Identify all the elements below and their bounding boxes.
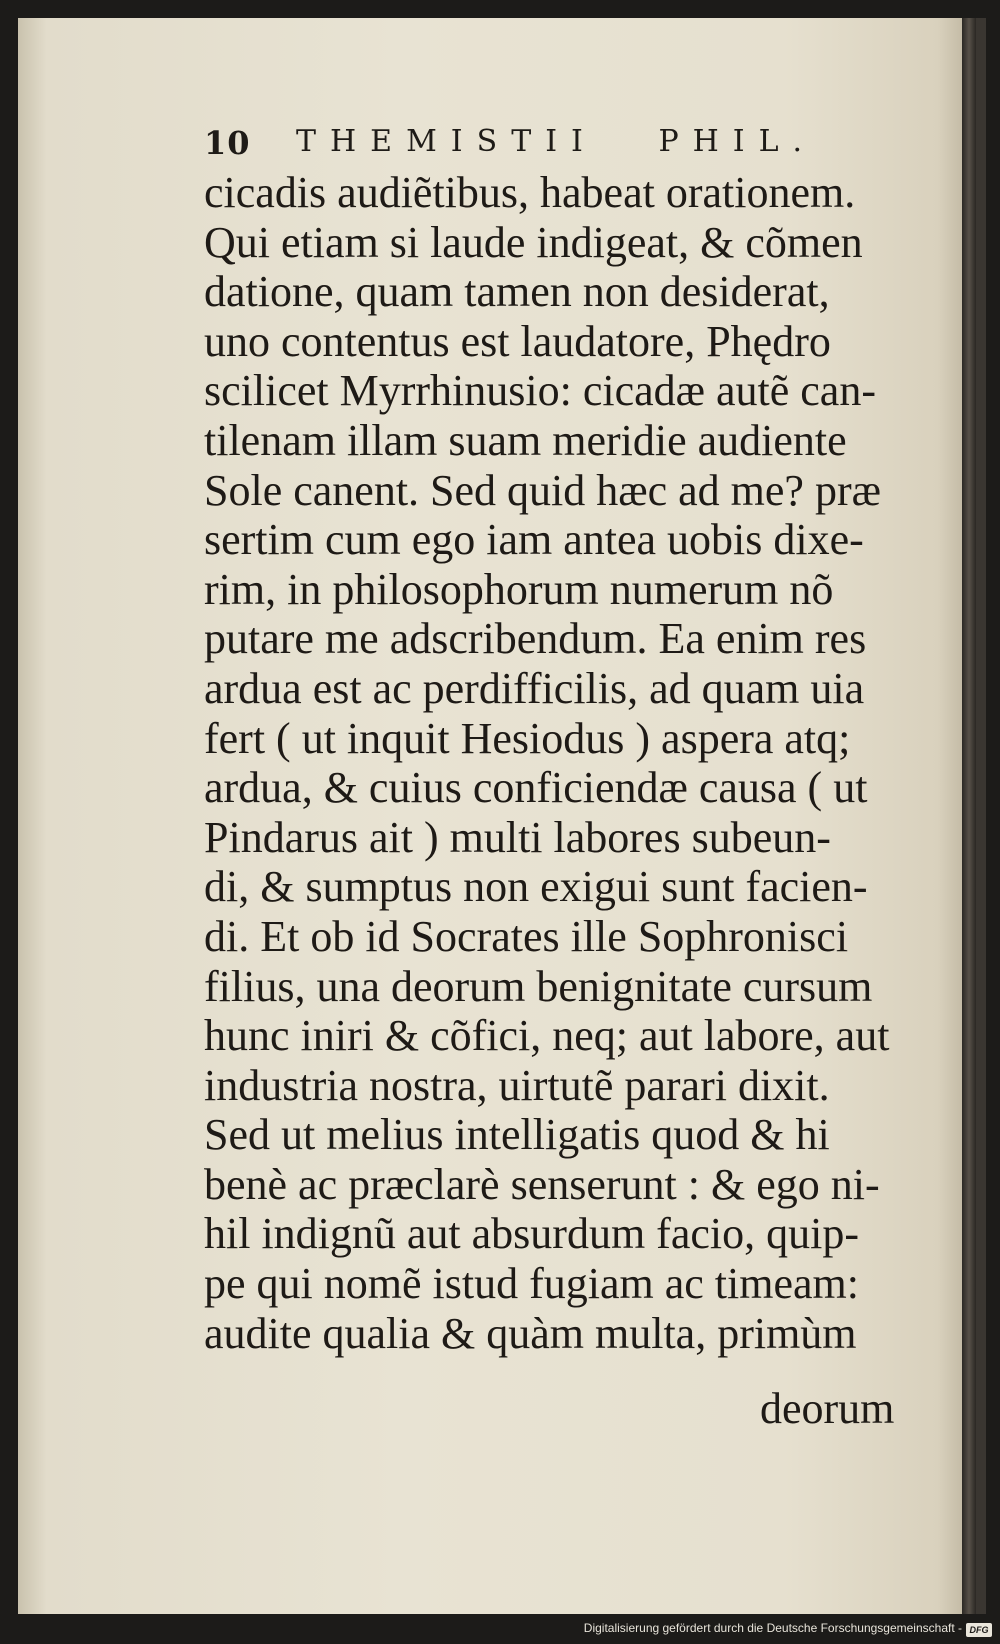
text-line: audite qualia & quàm multa, primùm	[204, 1308, 857, 1358]
page-header	[204, 124, 824, 168]
footer-bar	[0, 1614, 1000, 1644]
text-line: industria nostra, uirtutẽ parari dixit.	[204, 1060, 830, 1110]
text-line: filius, una deorum benignitate cursum	[204, 961, 873, 1011]
text-line: cicadis audiẽtibus, habeat orationem.	[204, 168, 856, 217]
text-line: di, & sumptus non exigui sunt facien-	[204, 862, 868, 912]
text-line: rim, in philosophorum numerum nõ	[204, 564, 834, 614]
body-text	[204, 168, 924, 1358]
text-line: pe qui nomẽ istud fugiam ac timeam:	[204, 1259, 859, 1309]
text-line: uno contentus est laudatore, Phędro	[204, 316, 831, 366]
digitization-credit: Digitalisierung gefördert durch die Deutsche Forschungsgemeinschaft -	[583, 1621, 962, 1635]
text-line: tilenam illam suam meridie audiente	[204, 415, 847, 465]
catchword: deorum	[760, 1384, 895, 1433]
text-line: Pindarus ait ) multi labores subeun-	[204, 812, 831, 862]
text-line: di. Et ob id Socrates ille Sophronisci	[204, 911, 849, 961]
text-line: fert ( ut inquit Hesiodus ) aspera atq;	[204, 713, 851, 763]
text-line: Sole canent. Sed quid hæc ad me? præ	[204, 465, 881, 515]
text-line: ardua est ac perdifficilis, ad quam uia	[204, 663, 865, 713]
page-number: 10	[204, 124, 251, 162]
text-line: sertim cum ego iam antea uobis dixe-	[204, 515, 864, 565]
text-line: Qui etiam si laude indigeat, & cõmen	[204, 217, 863, 267]
text-line: benè ac præclarè senserunt : & ego ni-	[204, 1159, 880, 1209]
text-line: ardua, & cuius conficiendæ causa ( ut	[204, 763, 868, 813]
text-line: hunc iniri & cõfici, neq; aut labore, aut	[204, 1011, 890, 1061]
text-line: putare me adscribendum. Ea enim res	[204, 614, 867, 664]
text-line: Sed ut melius intelligatis quod & hi	[204, 1110, 830, 1160]
text-line: scilicet Myrrhinusio: cicadæ autẽ can-	[204, 366, 876, 416]
text-line: hil indignũ aut absurdum facio, quip-	[204, 1209, 859, 1259]
running-title: THEMISTII PHIL.	[296, 124, 817, 159]
page-edge	[962, 18, 976, 1614]
dfg-logo-icon: DFG	[966, 1623, 992, 1637]
text-line: datione, quam tamen non desiderat,	[204, 267, 830, 317]
